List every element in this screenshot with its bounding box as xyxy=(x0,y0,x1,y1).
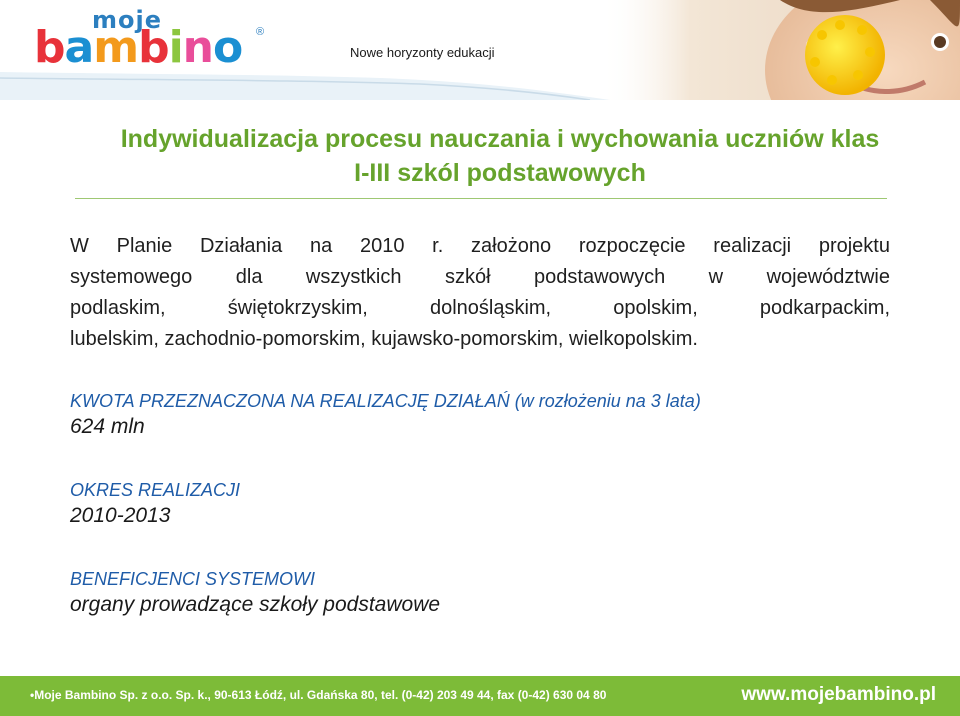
tagline: Nowe horyzonty edukacji xyxy=(350,45,495,60)
funding-label: KWOTA PRZEZNACZONA NA REALIZACJĘ DZIAŁAŃ (w rozłożeniu na 3 lata) xyxy=(70,391,701,411)
title-divider xyxy=(75,198,887,199)
page-title xyxy=(70,122,930,190)
beneficiaries-label: BENEFICJENCI SYSTEMOWI xyxy=(70,569,316,589)
title-line-2: I-III szkól podstawowych xyxy=(354,159,646,187)
period-label: OKRES REALIZACJI xyxy=(70,480,241,500)
logo-bambino-text: bambino xyxy=(34,22,243,73)
paragraph-line: podlaskim, świętokrzyskim, dolnośląskim, opolskim, podkarpackim, xyxy=(70,297,890,319)
child-photo xyxy=(600,0,960,100)
footer-address: •Moje Bambino Sp. z o.o. Sp. k., 90-613 Łódź, ul. Gdańska 80, tel. (0-42) 203 49 44, fax (0-42) 630 04 80 xyxy=(30,688,607,702)
beneficiaries-section xyxy=(70,567,930,619)
header xyxy=(0,0,960,100)
paragraph-line: systemowego dla wszystkich szkół podstawowych w województwie xyxy=(70,266,890,288)
paragraph-line: lubelskim, zachodnio-pomorskim, kujawsko-pomorskim, wielkopolskim. xyxy=(70,328,698,350)
footer-bar xyxy=(0,676,960,716)
funding-value: 624 mln xyxy=(70,415,145,438)
logo-moje-text: moje xyxy=(92,6,162,34)
paragraph-line: W Planie Działania na 2010 r. założono rozpoczęcie realizacji projektu xyxy=(70,235,890,257)
beneficiaries-value: organy prowadzące szkoły podstawowe xyxy=(70,593,441,616)
title-line-1: Indywidualizacja procesu nauczania i wychowania uczniów klas xyxy=(120,125,880,153)
funding-section xyxy=(70,389,930,441)
registered-mark: ® xyxy=(256,26,265,38)
period-section xyxy=(70,478,930,530)
logo[interactable] xyxy=(34,4,274,74)
period-value: 2010-2013 xyxy=(70,504,171,527)
intro-paragraph xyxy=(70,231,890,355)
footer-website-link[interactable]: www.mojebambino.pl xyxy=(741,684,936,705)
